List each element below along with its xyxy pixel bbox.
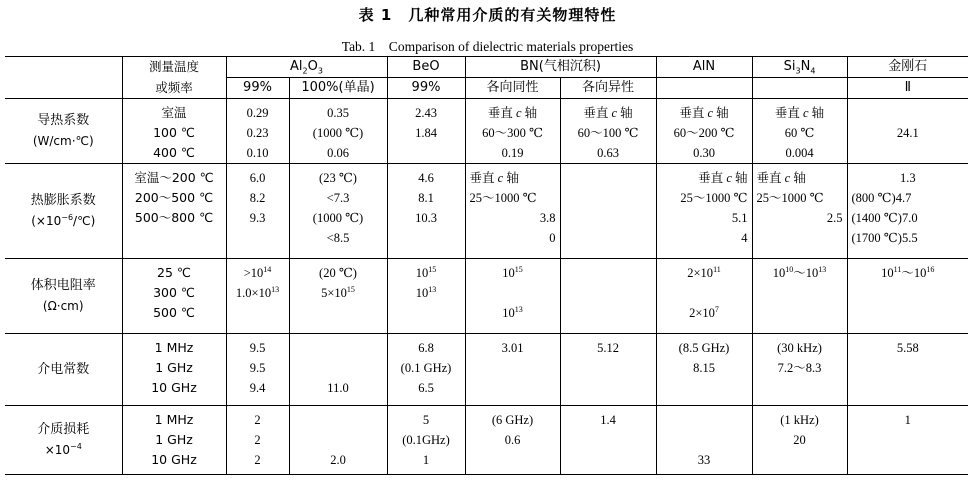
- cell-thermal-expansion-4: [560, 164, 656, 259]
- cell-dielectric-loss-6: (1 kHz) 20: [752, 406, 847, 475]
- cell-dielectric-loss-7: 1: [847, 406, 968, 475]
- table-title-en: Tab. 1 Comparison of dielectric materials properties: [341, 39, 634, 54]
- cell-dielectric-loss-3: (6 GHz) 0.6: [465, 406, 560, 475]
- header-subtype-3-0: [656, 78, 752, 99]
- cell-volume-resistivity-3: $10^{15}$ $10^{13}$: [465, 259, 560, 334]
- header-material-3: AlN: [656, 57, 752, 78]
- header-row-subtypes: [5, 78, 968, 99]
- property-dielectric-loss: 介质损耗 $\times 10^{-4}$: [5, 406, 122, 475]
- cell-dielectric-constant-4: 5.12: [560, 334, 656, 406]
- cell-thermal-expansion-3: 垂直 c 轴 25～1000 ℃ 3.8 0: [465, 164, 560, 259]
- row-thermal-expansion: [5, 164, 968, 259]
- conditions-dielectric-constant: 1 MHz 1 GHz 10 GHz: [122, 334, 226, 406]
- conditions-volume-resistivity: 25 ℃ 300 ℃ 500 ℃: [122, 259, 226, 334]
- property-volume-resistivity: 体积电阻率 (Ω·cm): [5, 259, 122, 334]
- cell-dielectric-constant-7: 5.58: [847, 334, 968, 406]
- cell-thermal-expansion-6: 垂直 c 轴 25～1000 ℃ 2.5: [752, 164, 847, 259]
- cell-volume-resistivity-2: $10^{15}$ $10^{13}$: [387, 259, 465, 334]
- cell-dielectric-loss-1: 2.0: [289, 406, 387, 475]
- row-thermal-conductivity: [5, 99, 968, 164]
- cell-volume-resistivity-0: $>10^{14}$ $1.0\times 10^{13}$: [226, 259, 289, 334]
- header-subtype-1-0: 99%: [387, 78, 465, 99]
- cell-volume-resistivity-6: $10^{10}\sim 10^{13}$: [752, 259, 847, 334]
- cell-thermal-expansion-1: (23 ℃) <7.3 (1000 ℃) <8.5: [289, 164, 387, 259]
- header-material-5: 金刚石: [847, 57, 968, 78]
- cell-volume-resistivity-5: $2\times 10^{11}$ $2\times 10^7$: [656, 259, 752, 334]
- header-material-2: BN(气相沉积): [465, 57, 656, 78]
- header-material-0: $Al_2O_3$: [226, 57, 387, 78]
- table-title-cn: 表 1 几种常用介质的有关物理特性: [358, 6, 617, 24]
- cell-dielectric-loss-4: 1.4: [560, 406, 656, 475]
- cell-thermal-conductivity-0: 0.29 0.23 0.10: [226, 99, 289, 164]
- header-material-4: $Si_3N_4$: [752, 57, 847, 78]
- cell-volume-resistivity-1: (20 ℃) $5\times 10^{15}$: [289, 259, 387, 334]
- cell-thermal-conductivity-7: 24.1: [847, 99, 968, 164]
- cell-dielectric-constant-1: 11.0: [289, 334, 387, 406]
- cell-dielectric-constant-3: 3.01: [465, 334, 560, 406]
- conditions-thermal-conductivity: 室温 100 ℃ 400 ℃: [122, 99, 226, 164]
- cell-thermal-conductivity-3: 垂直 c 轴 60～300 ℃ 0.19: [465, 99, 560, 164]
- cell-dielectric-constant-0: 9.5 9.5 9.4: [226, 334, 289, 406]
- header-subtype-4-0: [752, 78, 847, 99]
- header-empty-2: [5, 78, 122, 99]
- cell-dielectric-loss-0: 2 2 2: [226, 406, 289, 475]
- row-volume-resistivity: [5, 259, 968, 334]
- property-dielectric-constant: 介电常数: [5, 334, 122, 406]
- header-subtype-2-0: 各向同性: [465, 78, 560, 99]
- header-row-materials: [5, 57, 968, 78]
- property-thermal-expansion: 热膨胀系数 $(\times 10^{-6}/℃)$: [5, 164, 122, 259]
- header-subtype-5-0: Ⅱ: [847, 78, 968, 99]
- cell-dielectric-loss-2: 5 (0.1GHz) 1: [387, 406, 465, 475]
- cell-thermal-conductivity-2: 2.43 1.84: [387, 99, 465, 164]
- cell-thermal-conductivity-4: 垂直 c 轴 60～100 ℃ 0.63: [560, 99, 656, 164]
- cell-thermal-conductivity-6: 垂直 c 轴 60 ℃ 0.004: [752, 99, 847, 164]
- conditions-thermal-expansion: 室温～200 ℃ 200～500 ℃ 500～800 ℃: [122, 164, 226, 259]
- row-dielectric-loss: [5, 406, 968, 475]
- cell-thermal-conductivity-1: 0.35 (1000 ℃) 0.06: [289, 99, 387, 164]
- cell-dielectric-constant-2: 6.8 (0.1 GHz) 6.5: [387, 334, 465, 406]
- header-subtype-0-0: 99%: [226, 78, 289, 99]
- cell-thermal-expansion-2: 4.6 8.1 10.3: [387, 164, 465, 259]
- cell-thermal-expansion-0: 6.0 8.2 9.3: [226, 164, 289, 259]
- row-dielectric-constant: [5, 334, 968, 406]
- cell-thermal-expansion-5: 垂直 c 轴 25～1000 ℃ 5.1 4: [656, 164, 752, 259]
- header-empty: [5, 57, 122, 78]
- cell-thermal-conductivity-5: 垂直 c 轴 60～200 ℃ 0.30: [656, 99, 752, 164]
- header-material-1: BeO: [387, 57, 465, 78]
- properties-table: [5, 56, 968, 475]
- cell-dielectric-loss-5: 33: [656, 406, 752, 475]
- cell-dielectric-constant-6: (30 kHz) 7.2～8.3: [752, 334, 847, 406]
- cell-thermal-expansion-7: 1.3 (800 ℃)4.7 (1400 ℃)7.0 (1700 ℃)5.5: [847, 164, 968, 259]
- cell-dielectric-constant-5: (8.5 GHz) 8.15: [656, 334, 752, 406]
- property-thermal-conductivity: 导热系数 (W/cm·℃): [5, 99, 122, 164]
- cell-volume-resistivity-4: [560, 259, 656, 334]
- header-condition-top: 测量温度: [122, 57, 226, 78]
- conditions-dielectric-loss: 1 MHz 1 GHz 10 GHz: [122, 406, 226, 475]
- header-subtype-2-1: 各向异性: [560, 78, 656, 99]
- header-subtype-0-1: 100%(单晶): [289, 78, 387, 99]
- cell-volume-resistivity-7: $10^{11}\sim 10^{16}$: [847, 259, 968, 334]
- header-condition-bottom: 或频率: [122, 78, 226, 99]
